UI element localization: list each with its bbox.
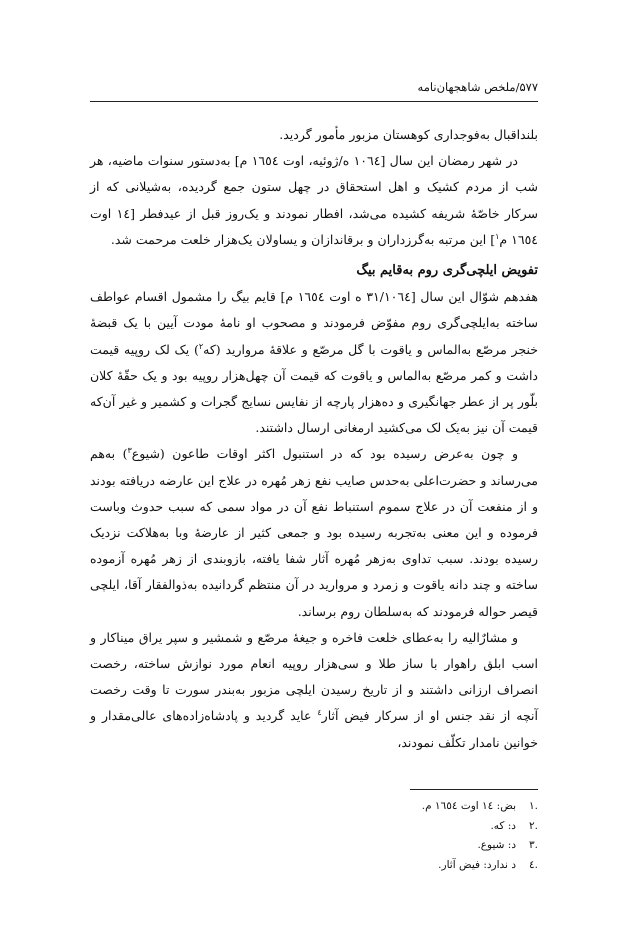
paragraph-3-text-b: ) یک لک روپیه قیمت داشت و کمر مرصّع به‌الماس و یاقوت که قیمت آن چهل‌هزار روپیه بود و یک حقّهٔ کلان بلّور پر از عطر جهانگیری و ده‌هزار پارچه از نفایس نسایج گجرات و کشمیر و غیر آن‌که قیمت آن نیز به‌یک لک می‌کشید ارمغانی ارسال داشتند. — [90, 341, 538, 436]
paragraph-4-text-b: ) به‌هم می‌رساند و حضرت‌اعلی به‌حدس صایب نفع زهر مُهره در علاج این عارضه دریافته بودند و از منفعت آن در علاج سموم استنباط نفع آن در مواد سمی که سبب حدوث وباست فرموده و این معنی به‌تجربه رسیده بود و جمعی کثیر از عارضهٔ وبا به‌هلاکت نزدیک رسیده بودند. سبب تداوی به‌زهر مُهره آثار شفا یافته، بازوبندی از زهر مُهره آزموده ساخته و چند دانه یاقوت و زمرد و مروارید در آن منتظم گردانیده به‌ذوالفقار آقا، ایلچی قیصر حواله فرمودند که به‌سلطان روم برساند. — [90, 446, 538, 619]
footnote-text: د: شیوع. — [477, 839, 516, 851]
footnote-item — [238, 856, 538, 876]
paragraph-2 — [90, 148, 538, 253]
footnote-rule — [410, 789, 538, 790]
running-header — [90, 80, 538, 100]
paragraph-5-text-a: و مشارٌالیه را به‌عطای خلعت فاخره و جیغهٔ مرصّع و شمشیر و سپر یراق میناکار و اسب ابلق راهوار با ساز طلا و سی‌هزار روپیه انعام مورد نوازش ساخته، رخصت انصراف ارزانی داشتند و از تاریخ رسیدن ایلچی مزبور به‌بندر سورت تا وقت رخصت آنچه از نقد جنس او از سرکار فیض آثار — [90, 629, 538, 724]
footnote-item — [238, 817, 538, 837]
paragraph-2-text: در شهر رمضان این سال [۱۰٦٤ ه/ژوئیه، اوت ۱٦٥٤ م] به‌دستور سنوات ماضیه، هر شب از مردم کشیک و اهل استحقاق در چهل ستون جمع گردیده، به‌شیلانی که از سرکار خاصّهٔ شریفه کشیده می‌شد، افطار نمودند و یک‌روز قبل از عیدفطر [۱٤ اوت ۱٦٥٤ م$^۱$] این مرتبه به‌گرزداران و برقاندازان و یساولان یک‌هزار خلعت مرحمت شد. — [90, 153, 538, 247]
paragraph-5-text-b: عاید گردید و پادشاه‌زاده‌های عالی‌مقدار و خوانین نامدار تکلّف نمودند، — [90, 708, 538, 750]
paragraph-4-text-a: و چون به‌عرض رسیده بود که در استنبول اکثر اوقات طاعون (شیوع — [131, 446, 518, 462]
footnote-ref-4: ٤ — [317, 708, 322, 718]
footnote-text: بض: ۱٤ اوت ۱٦٥٤ م. — [421, 800, 516, 812]
header-rule — [90, 101, 538, 102]
footnote-number: .٤ — [529, 858, 538, 871]
footnote-text: د: که. — [490, 819, 516, 832]
footnote-ref-2: ۲ — [198, 341, 204, 351]
paragraph-3 — [90, 284, 538, 441]
main-text — [90, 122, 538, 756]
footnote-number: .۳ — [529, 839, 538, 851]
paragraph-5 — [90, 625, 538, 756]
paragraph-1: بلنداقبال به‌فوجداری کوهستان مزبور مأمور گردید. — [279, 127, 538, 142]
footnote-ref-3: ۳ — [127, 446, 132, 456]
footnote-item — [238, 797, 538, 817]
footnotes — [238, 797, 538, 875]
footnote-number: .۱ — [529, 800, 538, 812]
footnote-text: د ندارد: فیض آثار. — [438, 858, 516, 871]
paragraph-3-text-a: هفدهم شوّال این سال [۳۱/۱۰٦٤ ه اوت ۱٦٥٤ م] قایم بیگ را مشمول اقسام عواطف ساخته به‌ایلچی‌گری روم مفوّض فرمودند و مصحوب او نامهٔ مودت آیین با یک قبضهٔ خنجر مرصّع به‌الماس و یاقوت با گل مرصّع و علاقهٔ مروارید (که — [90, 289, 538, 357]
footnote-number: .۲ — [529, 819, 538, 832]
section-heading: تفویض ایلچی‌گری روم به‌قایم بیگ — [356, 263, 538, 279]
paragraph-4 — [90, 441, 538, 624]
footnote-ref-1: ۱ — [495, 231, 500, 241]
footnote-item — [238, 836, 538, 856]
running-title: ۵۷۷/ملخص شاهجهان‌نامه — [417, 80, 538, 94]
